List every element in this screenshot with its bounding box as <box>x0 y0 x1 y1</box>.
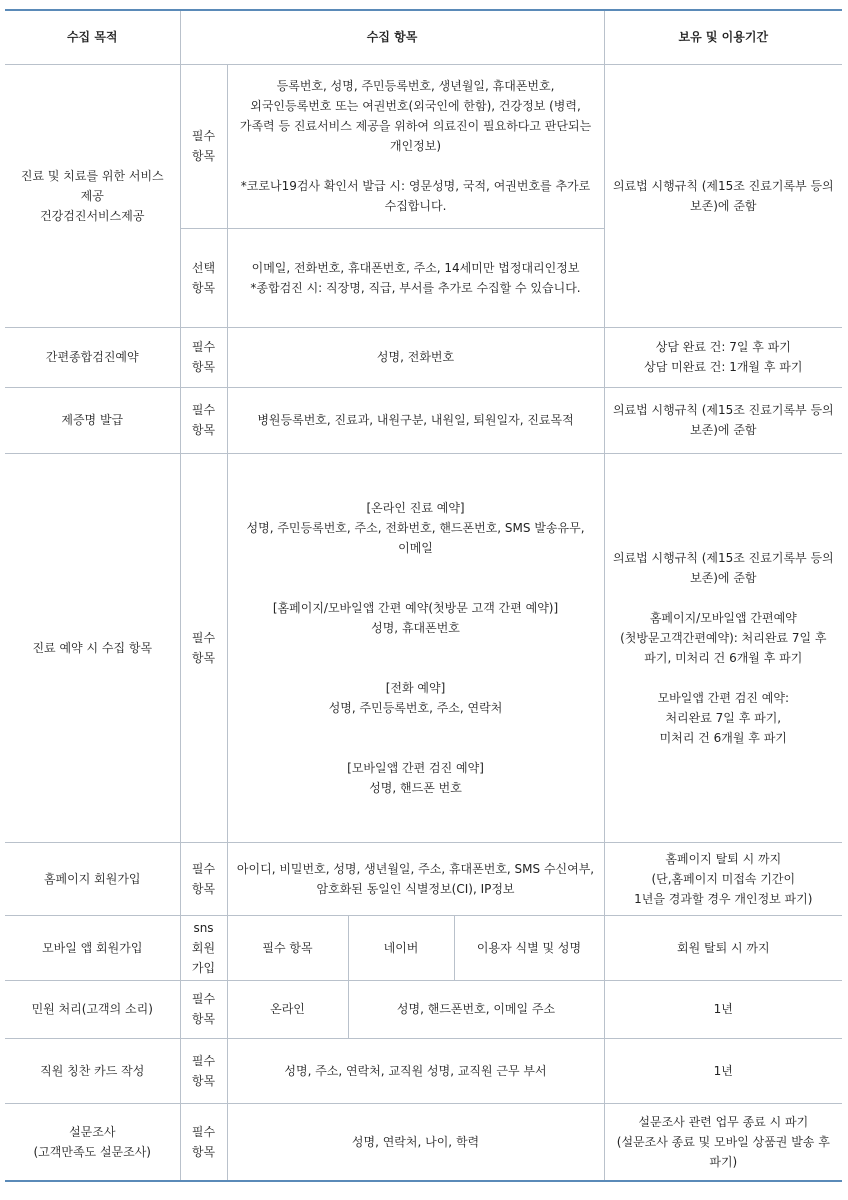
covid-note: *코로나19검사 확인서 발급 시: 영문성명, 국적, 여권번호를 추가로 수집합니다. <box>240 179 591 213</box>
row-purpose-care <box>5 64 180 327</box>
retention-text: 1년을 경과할 경우 개인정보 파기) <box>634 891 813 906</box>
row-purpose: 모바일 앱 회원가입 <box>5 915 180 980</box>
retention-text: (단,홈페이지 미접속 기간이 <box>651 871 796 886</box>
table-row <box>5 387 842 453</box>
header-items: 수집 항목 <box>180 10 604 64</box>
required-label: 필수 항목 <box>180 980 227 1038</box>
phone-items: 성명, 주민등록번호, 주소, 연락처 <box>328 700 503 715</box>
online-title: [온라인 진료 예약] <box>366 500 465 515</box>
required-label: 필수 항목 <box>180 842 227 915</box>
web-title: [홈페이지/모바일앱 간편 예약(첫방문 고객 간편 예약)] <box>272 600 559 615</box>
retention-cell <box>604 842 842 915</box>
sns-label: sns 회원 가입 <box>180 915 227 980</box>
checkup-note: *종합검진 시: 직장명, 직급, 부서를 추가로 수집할 수 있습니다. <box>250 280 581 295</box>
retention-text: 상담 미완료 건: 1개월 후 파기 <box>644 360 803 374</box>
required-label: 필수 항목 <box>180 387 227 453</box>
purpose-text: (고객만족도 설문조사) <box>33 1144 151 1159</box>
required-label: 필수 항목 <box>180 1103 227 1181</box>
retention-app-title: 모바일앱 간편 검진 예약: <box>657 690 789 705</box>
retention-cell: 의료법 시행규칙 (제15조 진료기록부 등의 보존)에 준함 <box>604 387 842 453</box>
retention-text: 홈페이지 탈퇴 시 까지 <box>665 851 782 866</box>
purpose-text: 진료 및 치료를 위한 서비스 제공 <box>20 168 164 203</box>
row-purpose: 제증명 발급 <box>5 387 180 453</box>
optional-items <box>227 228 604 327</box>
row-purpose: 간편종합검진예약 <box>5 327 180 387</box>
retention-law: 의료법 시행규칙 (제15조 진료기록부 등의 보존)에 준함 <box>612 550 834 585</box>
table-row <box>5 842 842 915</box>
retention-cell: 1년 <box>604 980 842 1038</box>
row-purpose <box>5 1103 180 1181</box>
retention-cell: 회원 탈퇴 시 까지 <box>604 915 842 980</box>
required-label: 필수 항목 <box>180 327 227 387</box>
table-row <box>5 453 842 842</box>
row-purpose: 민원 처리(고객의 소리) <box>5 980 180 1038</box>
items-cell: 병원등록번호, 진료과, 내원구분, 내원일, 퇴원일자, 진료목적 <box>227 387 604 453</box>
table-row <box>5 1103 842 1181</box>
retention-cell: 1년 <box>604 1038 842 1103</box>
row-purpose: 홈페이지 회원가입 <box>5 842 180 915</box>
required-items <box>227 64 604 228</box>
table-row <box>5 64 842 228</box>
retention-care: 의료법 시행규칙 (제15조 진료기록부 등의 보존)에 준함 <box>604 64 842 327</box>
items-cell: 이용자 식별 및 성명 <box>454 915 604 980</box>
retention-web: 홈페이지/모바일앱 간편예약(첫방문고객간편예약): 처리완료 7일 후 파기, 미처리 건 6개월 후 파기 <box>620 610 827 665</box>
phone-title: [전화 예약] <box>385 680 446 695</box>
table-row <box>5 1038 842 1103</box>
items-text: 이메일, 전화번호, 휴대폰번호, 주소, 14세미만 법정대리인정보 <box>251 260 580 275</box>
purpose-text: 설문조사 <box>69 1124 116 1139</box>
retention-cell <box>604 327 842 387</box>
web-items: 성명, 휴대폰번호 <box>371 620 460 635</box>
row-purpose: 진료 예약 시 수집 항목 <box>5 453 180 842</box>
provider-cell: 네이버 <box>348 915 454 980</box>
table-row <box>5 327 842 387</box>
items-cell: 성명, 전화번호 <box>227 327 604 387</box>
required-label: 필수 항목 <box>180 453 227 842</box>
header-retention: 보유 및 이용기간 <box>604 10 842 64</box>
required-label: 필수 항목 <box>227 915 348 980</box>
retention-app-line: 처리완료 7일 후 파기, <box>665 710 782 725</box>
reservation-items <box>227 453 604 842</box>
optional-label: 선택 항목 <box>180 228 227 327</box>
items-cell: 성명, 핸드폰번호, 이메일 주소 <box>348 980 604 1038</box>
channel-cell: 온라인 <box>227 980 348 1038</box>
retention-app-line: 미처리 건 6개월 후 파기 <box>659 730 787 745</box>
required-label: 필수 항목 <box>180 64 227 228</box>
table-header-row <box>5 10 842 64</box>
items-text: 등록번호, 성명, 주민등록번호, 생년월일, 휴대폰번호, 외국인등록번호 또는 여권번호(외국인에 한함), 건강정보 (병력, 가족력 등 진료서비스 제공을 위하여 의료진이 필요하다고 판단되는 개인정보) <box>239 79 592 153</box>
app-items: 성명, 핸드폰 번호 <box>369 780 462 795</box>
table-row <box>5 915 842 980</box>
table-row <box>5 980 842 1038</box>
header-purpose: 수집 목적 <box>5 10 180 64</box>
privacy-collection-table <box>5 9 842 1182</box>
app-title: [모바일앱 간편 검진 예약] <box>347 760 484 775</box>
retention-cell: 설문조사 관련 업무 종료 시 파기 (설문조사 종료 및 모바일 상품권 발송 후 파기) <box>604 1103 842 1181</box>
row-purpose: 직원 칭찬 카드 작성 <box>5 1038 180 1103</box>
retention-cell <box>604 453 842 842</box>
items-cell: 성명, 주소, 연락처, 교직원 성명, 교직원 근무 부서 <box>227 1038 604 1103</box>
purpose-text: 건강검진서비스제공 <box>40 208 145 223</box>
retention-text: 상담 완료 건: 7일 후 파기 <box>655 340 791 354</box>
items-cell: 성명, 연락처, 나이, 학력 <box>227 1103 604 1181</box>
required-label: 필수 항목 <box>180 1038 227 1103</box>
online-items: 성명, 주민등록번호, 주소, 전화번호, 핸드폰번호, SMS 발송유무, 이메일 <box>246 520 585 555</box>
items-cell: 아이디, 비밀번호, 성명, 생년월일, 주소, 휴대폰번호, SMS 수신여부, 암호화된 동일인 식별정보(CI), IP정보 <box>227 842 604 915</box>
